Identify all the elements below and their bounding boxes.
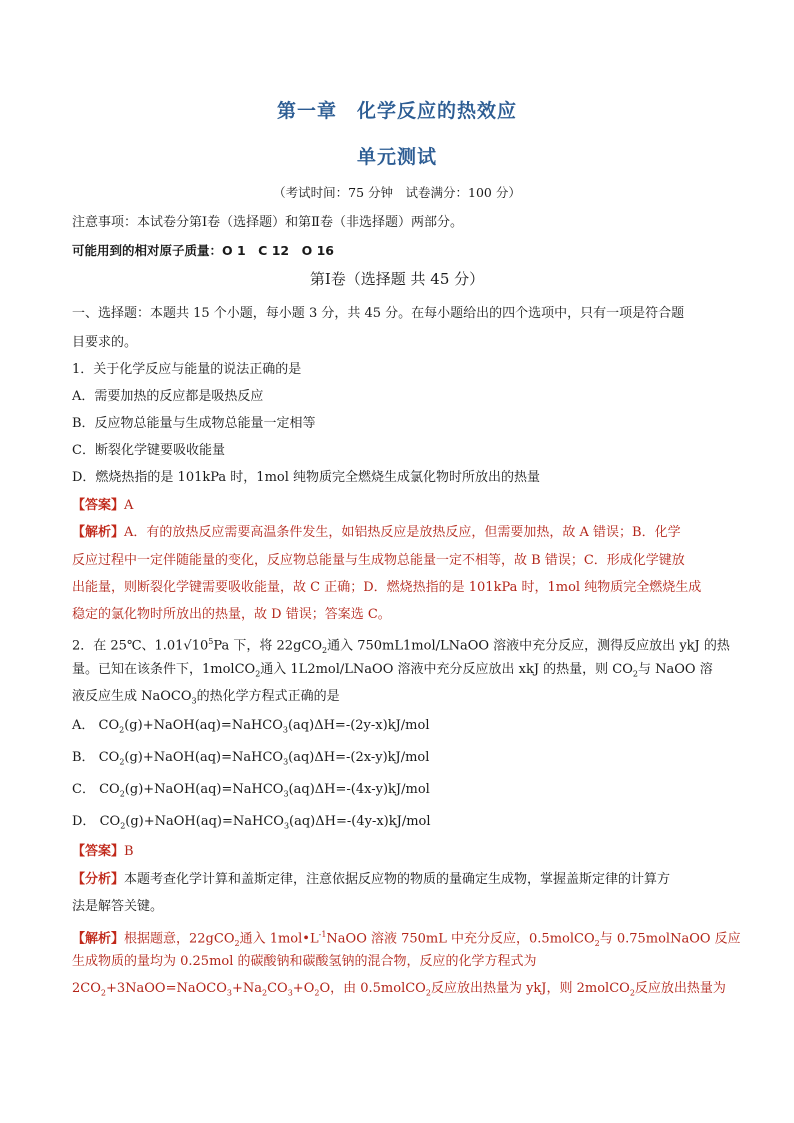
q1-option-d: D．燃烧热指的是 101kPa 时，1mol 纯物质完全燃烧生成氯化物时所放出的热量 xyxy=(72,470,541,485)
q1-analysis-line3: 出能量，则断裂化学键需要吸收能量，故 C 正确；D．燃烧热指的是 101kPa 时，1mol 纯物质完全燃烧生成 xyxy=(72,580,702,595)
q2-option-b: B． $CO_2(g)+NaOH(aq)=NaHCO_3(aq)\Delta H=-(2x-y)kJ$/mol xyxy=(72,750,430,767)
unit-title: 单元测试 xyxy=(356,146,437,168)
jiexi-tag: 【解析】 xyxy=(72,931,125,947)
answer-tag: 【答案】 xyxy=(72,498,125,513)
q1-option-c: C．断裂化学键要吸收能量 xyxy=(72,443,225,458)
answer-value: A xyxy=(124,498,134,513)
section-title: 第Ⅰ卷（选择题 共 45 分） xyxy=(309,270,485,288)
q1-answer xyxy=(72,497,726,515)
q1-analysis-line1: 【解析】A．有的放热反应需要高温条件发生，如铝热反应是放热反应，但需要加热，故 A 错误；B．化学 xyxy=(72,525,681,540)
q1-analysis-line4: 稳定的氯化物时所放出的热量，故 D 错误；答案选 C。 xyxy=(72,607,391,622)
section-instruction-line1: 一、选择题：本题共 15 个小题，每小题 3 分，共 45 分。在每小题给出的四个选项中，只有一项是符合题 xyxy=(72,306,685,321)
q2-option-d: D． $CO_2(g)+NaOH(aq)=NaHCO_3(aq)\Delta H=-(4y-x)kJ$/mol xyxy=(72,814,431,831)
notice-text: 注意事项：本试卷分第Ⅰ卷（选择题）和第Ⅱ卷（非选择题）两部分。 xyxy=(72,215,463,230)
q2-stem-line2: 量。已知在该条件下，1molCO$_2$通入 1L2mol/LNaOO 溶液中充分反应放出 xkJ 的热量，则 $CO_2$与 NaOO 溶 xyxy=(72,662,713,679)
q2-fenxi-line1: 【分析】本题考查化学计算和盖斯定律，注意依据反应物的物质的量确定生成物，掌握盖斯定律的计算方 xyxy=(72,872,671,887)
q2-jiexi-line2: 生成物质的量均为 0.25mol 的碳酸钠和碳酸氢钠的混合物，反应的化学方程式为 xyxy=(72,954,537,969)
q1-option-b: B．反应物总能量与生成物总能量一定相等 xyxy=(72,416,316,431)
atomic-mass-text: 可能用到的相对原子质量：O 1 C 12 O 16 xyxy=(72,243,334,258)
q2-answer xyxy=(72,843,726,861)
q2-option-a: A． $CO_2(g)+NaOH(aq)=NaHCO_3(aq)\Delta H=-(2y-x)kJ$/mol xyxy=(72,718,430,735)
q2-jiexi-line3: $2CO_2+3NaOO=NaOCO_3+Na_2CO_3+O_2O$，由 0.5molCO$_2$反应放出热量为 ykJ，则 2molCO$_2$反应放出热量为 xyxy=(72,981,726,998)
q1-stem: 1．关于化学反应与能量的说法正确的是 xyxy=(72,362,302,377)
analysis-tag: 【解析】 xyxy=(72,525,125,540)
q2-stem-line3: 液反应生成 NaOCO$_3$的热化学方程式正确的是 xyxy=(72,689,340,706)
q2-jiexi-line1: 【解析】根据题意，22gCO$_2$通入 $1mol•L^{-1}NaOO$ 溶液 750mL 中充分反应，0.5molCO$_2$与 0.75molNaOO 反应 xyxy=(72,930,741,948)
section-instruction-line2: 目要求的。 xyxy=(72,335,138,350)
q2-fenxi-line2: 法是解答关键。 xyxy=(72,899,164,914)
q1-option-a: A．需要加热的反应都是吸热反应 xyxy=(72,389,264,404)
answer-tag: 【答案】 xyxy=(72,844,125,859)
q2-option-c: C． $CO_2(g)+NaOH(aq)=NaHCO_3(aq)\Delta H=-(4x-y)kJ$/mol xyxy=(72,782,430,799)
answer-value: B xyxy=(124,844,134,859)
q1-analysis-line2: 反应过程中一定伴随能量的变化，反应物总能量与生成物总能量一定不相等，故 B 错误；C．形成化学键放 xyxy=(72,553,685,568)
chapter-title: 第一章 化学反应的热效应 xyxy=(276,100,517,122)
q2-stem-line1: 2．在 25℃、$1.01√10^5Pa$ 下，将 22gCO$_2$通入 750mL1mol/LNaOO 溶液中充分反应，测得反应放出 ykJ 的热 xyxy=(72,637,730,655)
exam-info: （考试时间：75 分钟 试卷满分：100 分） xyxy=(273,185,521,200)
fenxi-tag: 【分析】 xyxy=(72,872,125,887)
